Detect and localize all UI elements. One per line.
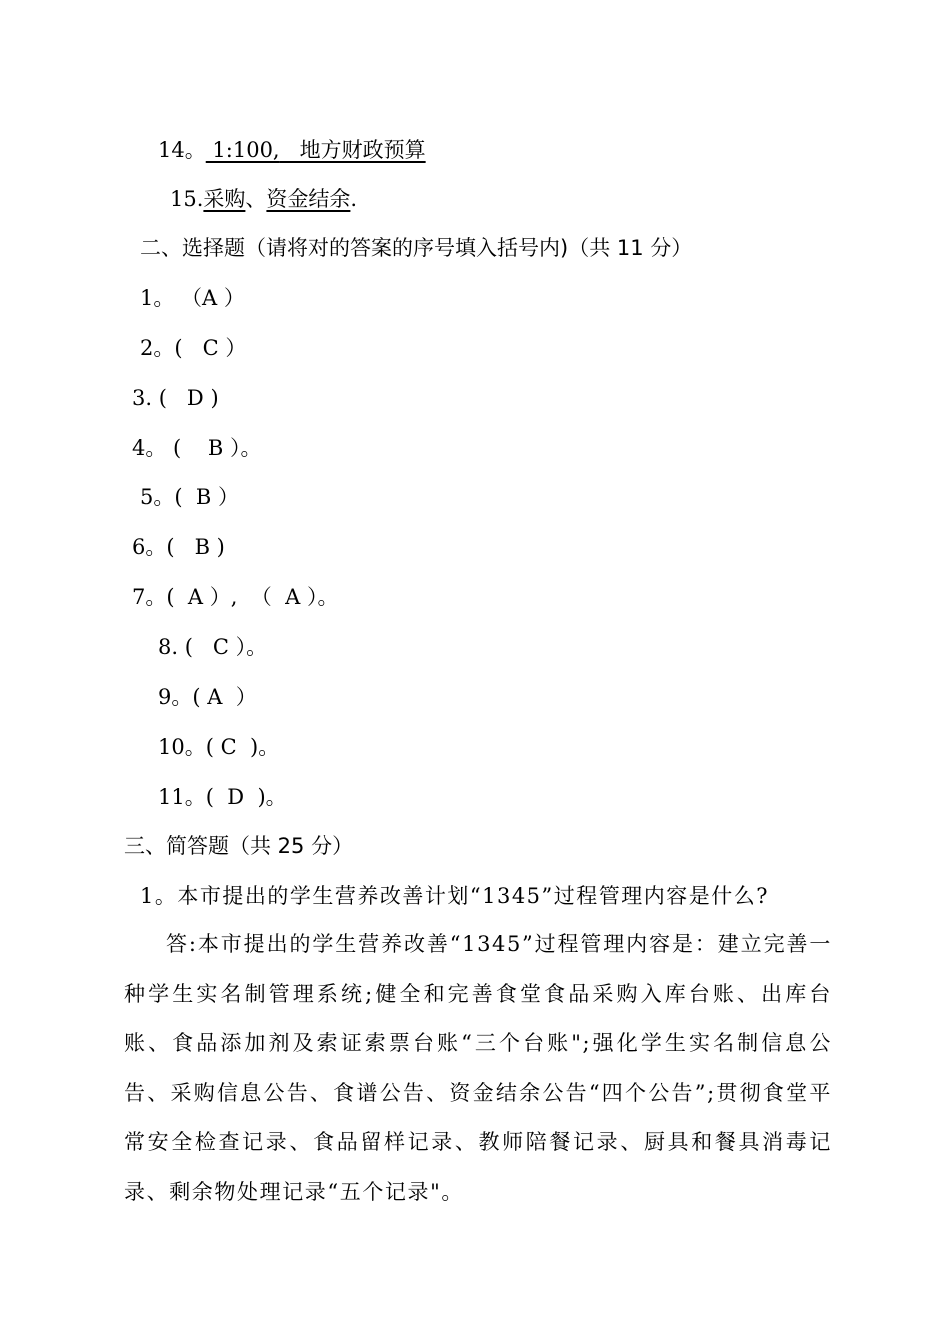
choice-answer-7: 7。( A ）, （ A ）。 (132, 585, 339, 609)
choice-answer-11: 11。( D )。 (158, 785, 287, 809)
choice-answer-1: 1。 （A ） (140, 286, 245, 310)
answer-blank: 地方财政预算 (279, 138, 426, 162)
choice-answer-4: 4。 ( B ）。 (132, 436, 262, 460)
choice-answer-2: 2。( C ） (140, 336, 247, 360)
section-heading-choice: 二、选择题（请将对的答案的序号填入括号内)（共 11 分） (140, 236, 693, 260)
section-heading-short-answer: 三、简答题（共 25 分） (124, 834, 354, 858)
fill-in-14 (158, 136, 426, 164)
fill-in-15 (170, 185, 357, 213)
choice-answer-5: 5。( B ） (140, 485, 240, 509)
answer-blank: 采购 (203, 187, 246, 211)
choice-answer-9: 9。( A ） (158, 685, 257, 709)
answer-blank: 1:100, (205, 138, 280, 162)
choice-answer-6: 6。( B ) (132, 535, 225, 559)
short-answer-question: 1。本市提出的学生营养改善计划“1345”过程管理内容是什么? (140, 884, 770, 908)
item-number: 15. (170, 187, 204, 211)
separator: 、 (245, 187, 267, 211)
choice-answer-3: 3. ( D ) (132, 386, 219, 410)
short-answer-text: 答:本市提出的学生营养改善“1345”过程管理内容是：建立完善一种学生实名制管理系统;健全和完善食堂食品采购入库台账、出库台账、食品添加剂及索证索票台账“三个台账";强化学生实名制信息公告、采购信息公告、食谱公告、资金结余公告“四个公告”;贯彻食堂平常安全检查记录、食品留样记录、教师陪餐记录、厨具和餐具消毒记录、剩余物处理记录“五个记录"。 (124, 932, 832, 1204)
choice-answer-8: 8. ( C ）。 (158, 635, 268, 659)
choice-answer-10: 10。( C )。 (158, 735, 280, 759)
answer-blank: 资金结余 (266, 187, 351, 211)
item-number: 14。 (158, 138, 206, 162)
end-mark: . (350, 187, 358, 211)
